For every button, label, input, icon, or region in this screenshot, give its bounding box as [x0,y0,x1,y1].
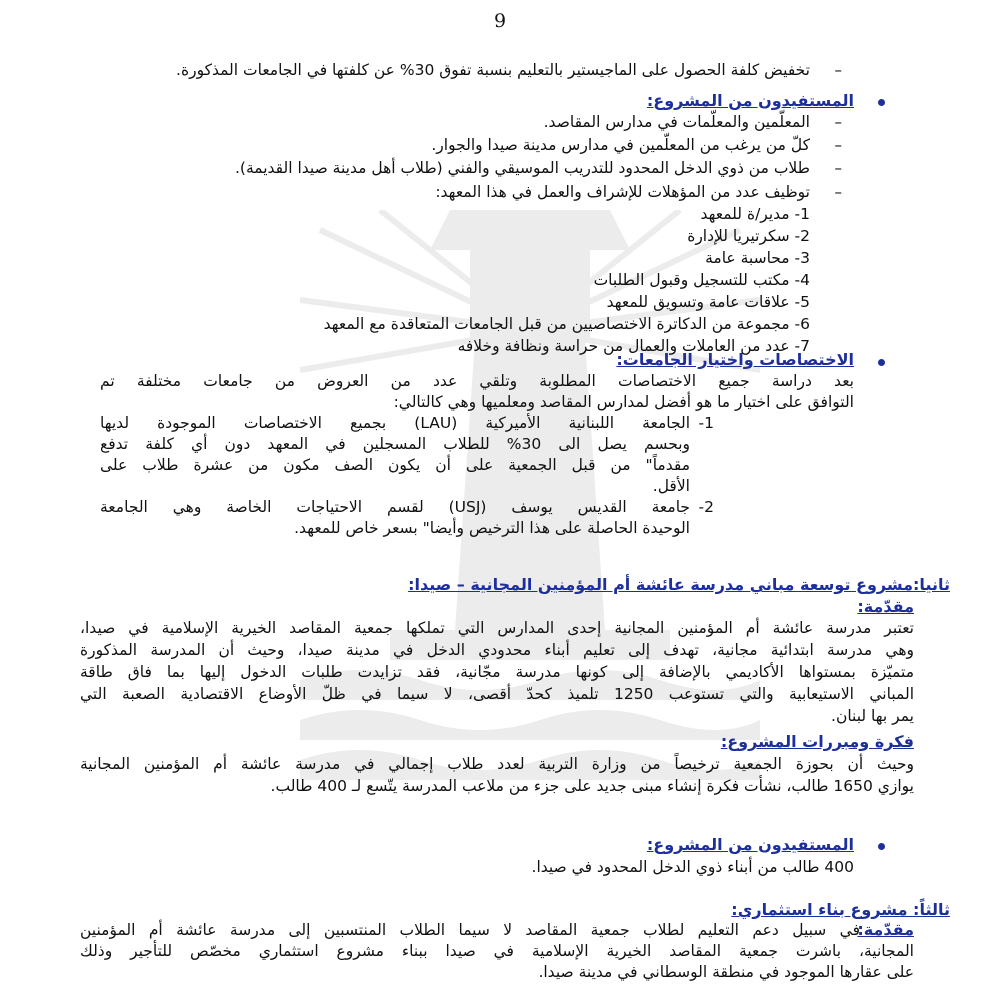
section2-intro-line: تعتبر مدرسة عائشة أم المؤمنين المجانية إحدى المدارس التي تملكها جمعية المقاصد الخيرية الإسلامية في صيدا، [80,619,914,637]
list-item: توظيف عدد من المؤهلات للإشراف والعمل في هذا المعهد: [435,183,810,201]
specialties-heading: الاختصاصات واختيار الجامعات: [616,350,854,369]
university-line: الجامعة اللبنانية الأميركية (LAU) بجميع الاختصاصات الموجودة لديها [100,414,691,432]
staff-item: 3- محاسبة عامة [705,249,810,267]
section2-intro-line: متميّزة بمستواها الأكاديمي بالإضافة إلى كونها مدرسة مجّانية، فقد تزايدت طلبات الدخول إليها بما فاق طاقة [80,663,914,681]
staff-item: 5- علاقات عامة وتسويق للمعهد [606,293,810,311]
section2-intro-line: يمر بها لبنان. [831,707,914,725]
staff-item: 4- مكتب للتسجيل وقبول الطلبات [593,271,810,289]
section3-intro-line: المجانية، باشرت جمعية المقاصد الخيرية الإسلامية في صيدا ببناء مشروع استثماري مخصّص للتأجير وذلك [80,942,914,960]
bullet-icon [878,359,885,366]
section3-heading: ثالثاً: مشروع بناء استثماري: [731,900,950,919]
section3-intro-heading: مقدّمة: [857,920,914,939]
section2-idea-heading: فكرة ومبررات المشروع: [720,732,914,751]
intro-item: تخفيض كلفة الحصول على الماجيستير بالتعليم بنسبة تفوق 30% عن كلفتها في الجامعات المذكورة. [176,61,810,79]
section2-idea-line: وحيث أن بحوزة الجمعية ترخيصاً من وزارة التربية لعدد طلاب إجمالي في مدرسة عائشة أم المؤمنين المجانية [80,755,914,773]
section2-heading: ثانيا:مشروع توسعة مباني مدرسة عائشة أم المؤمنين المجانية – صيدا: [408,575,950,594]
section2-beneficiaries-heading: المستفيدون من المشروع: [646,835,854,854]
dash-marker: – [834,159,842,177]
staff-item: 1- مدير/ة للمعهد [700,205,810,223]
bullet-icon [878,99,885,106]
list-item: المعلّمين والمعلّمات في مدارس المقاصد. [543,113,810,131]
section2-intro-heading: مقدّمة: [857,597,914,616]
dash-marker: – [834,183,842,201]
section2-intro-line: وهي مدرسة ابتدائية مجانية، تهدف إلى تعليم أبناء محدودي الدخل في مدينة صيدا، وحيث أن المدرسة المذكورة [80,641,914,659]
university-line: الأقل. [652,477,690,495]
university-line: الوحيدة الحاصلة على هذا الترخيص وأيضا" بسعر خاص للمعهد. [294,519,690,537]
university-line: جامعة القديس يوسف (USJ) لقسم الاحتياجات الخاصة وهي الجامعة [100,498,690,516]
list-item: كلّ من يرغب من المعلّمين في مدارس مدينة صيدا والجوار. [431,136,810,154]
staff-item: 2- سكرتيريا للإدارة [687,227,810,245]
specialties-intro-line: التوافق على اختيار ما هو أفضل لمدارس المقاصد ومعلميها وهي كالتالي: [393,393,854,411]
staff-item: 7- عدد من العاملات والعمال من حراسة ونظافة وخلافه [457,337,810,355]
section2-idea-line: يوازي 1650 طالب، نشأت فكرة إنشاء مبنى جديد على جزء من ملاعب المدرسة يتّسع لـ 400 طالب. [270,777,914,795]
specialties-intro-line: بعد دراسة جميع الاختصاصات المطلوبة وتلقي عدد من العروض من جامعات مختلفة تم [100,372,854,390]
section2-beneficiaries-text: 400 طالب من أبناء ذوي الدخل المحدود في صيدا. [531,858,854,876]
section3-intro-line: في سبيل دعم التعليم لطلاب جمعية المقاصد لا سيما الطلاب المنتسبين إلى مدرسة عائشة أم المؤمنين [80,921,860,939]
bullet-icon [878,843,885,850]
dash-marker: – [834,136,842,154]
dash-marker: – [834,61,842,79]
page-number: 9 [493,10,507,32]
university-number: 1- [698,414,714,432]
university-line: مقدماً" من قبل الجمعية على أن يكون الصف مكون من عشرة طلاب على [100,456,690,474]
section3-intro-line: على عقارها الموجود في منطقة الوسطاني في مدينة صيدا. [538,963,914,981]
dash-marker: – [834,113,842,131]
university-number: 2- [698,498,714,516]
staff-item: 6- مجموعة من الدكاترة الاختصاصيين من قبل الجامعات المتعاقدة مع المعهد [323,315,810,333]
section2-intro-line: المباني الاستيعابية والتي تستوعب 1250 تلميذ كحدّ أقصى، لا سيما في ظلّ الأوضاع الاقتصادية الصعبة التي [80,685,915,703]
beneficiaries-heading: المستفيدون من المشروع: [646,91,854,110]
list-item: طلاب من ذوي الدخل المحدود للتدريب الموسيقي والفني (طلاب أهل مدينة صيدا القديمة). [234,159,810,177]
university-line: وبحسم يصل الى 30% للطلاب المسجلين في المعهد دون أي كلفة تدفع [100,435,690,453]
